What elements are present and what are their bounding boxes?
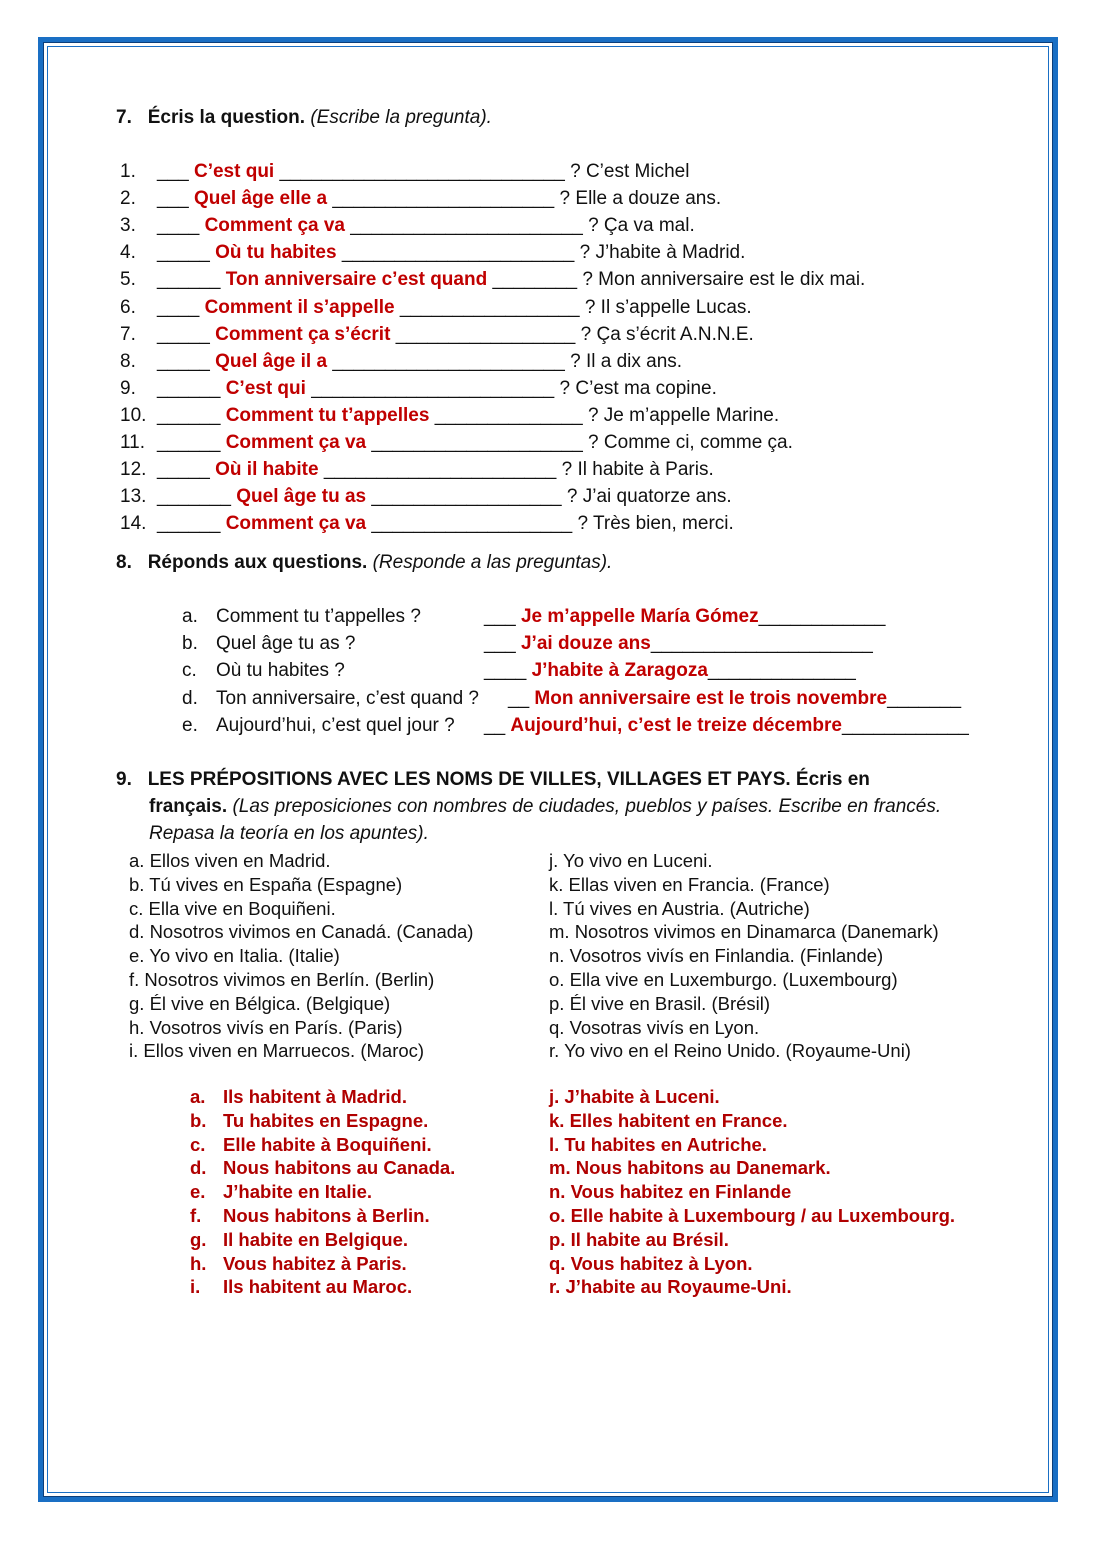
answer-letter: c.: [182, 660, 197, 682]
pre-blank: ____: [484, 660, 527, 682]
answer-line: [484, 660, 856, 682]
given-reply: Mon anniversaire est le dix mai.: [598, 269, 866, 291]
answer-fr: p. Il habite au Brésil.: [549, 1228, 729, 1250]
row-number: 10.: [120, 404, 147, 426]
pre-blank: _____: [157, 350, 210, 372]
pre-blank: ____: [157, 215, 200, 237]
post-blank: ___________________: [371, 513, 573, 535]
sentence-es: k. Ellas viven en Francia. (France): [549, 873, 830, 895]
sentence-es: j. Yo vivo en Luceni.: [549, 850, 713, 871]
answer-letter: c.: [190, 1133, 206, 1155]
answer-fr: q. Vous habitez à Lyon.: [549, 1252, 753, 1274]
answer-fr: l. Tu habites en Autriche.: [549, 1133, 767, 1155]
pre-blank: ______: [157, 432, 221, 453]
sentence-es: n. Vosotros vivís en Finlandia. (Finlande): [549, 945, 884, 967]
question-answer: Quel âge tu as: [236, 486, 367, 508]
exercise-9-heading-line2: [149, 796, 941, 818]
row-body: [157, 161, 689, 183]
post-blank: ___________________________: [279, 161, 565, 182]
post-blank: ________: [492, 269, 578, 291]
answer-text: Mon anniversaire est le trois novembre: [534, 687, 888, 709]
pre-blank: ______: [157, 404, 221, 426]
row-body: [157, 459, 714, 481]
post-blank: ______________: [434, 404, 583, 426]
pre-blank: ___: [157, 161, 189, 182]
question-mark: ?: [588, 432, 599, 453]
answer-fr: Il habite en Belgique.: [223, 1228, 409, 1250]
sentence-es: p. Él vive en Brasil. (Brésil): [549, 992, 771, 1014]
row-number: 7.: [120, 323, 136, 345]
answer-line: [484, 606, 885, 628]
answer-letter: g.: [190, 1228, 207, 1250]
answer-fr: r. J’habite au Royaume-Uni.: [549, 1276, 792, 1298]
answer-letter: b.: [190, 1109, 207, 1131]
pre-blank: ___: [484, 606, 516, 627]
post-blank: __________________: [371, 486, 562, 508]
given-reply: Comme ci, comme ça.: [603, 432, 793, 453]
answer-fr: Tu habites en Espagne.: [223, 1109, 429, 1131]
answer-fr: Elle habite à Boquiñeni.: [223, 1133, 432, 1155]
given-reply: Il s’appelle Lucas.: [600, 296, 752, 318]
question-answer: Comment il s’appelle: [204, 296, 395, 318]
sentence-es: q. Vosotras vivís en Lyon.: [549, 1016, 760, 1038]
exercise-9-title-2: français.: [149, 796, 228, 817]
question-mark: ?: [559, 188, 571, 210]
answer-letter: b.: [182, 633, 198, 655]
question-mark: ?: [570, 350, 581, 372]
given-reply: J’ai quatorze ans.: [582, 486, 732, 508]
question-mark: ?: [587, 404, 599, 426]
question-text: Aujourd’hui, c’est quel jour ?: [216, 714, 455, 736]
row-body: [157, 351, 682, 373]
post-blank: ____________: [758, 606, 886, 627]
pre-blank: __: [508, 687, 530, 709]
exercise-7-title: Écris la question.: [147, 107, 306, 128]
post-blank: ______________________: [350, 215, 583, 237]
exercise-8-subtitle: (Responde a las preguntas).: [372, 552, 613, 573]
pre-blank: ______: [157, 377, 221, 399]
pre-blank: ______: [157, 269, 221, 291]
answer-letter: a.: [182, 606, 198, 627]
answer-fr: Ils habitent au Maroc.: [223, 1276, 413, 1298]
question-mark: ?: [582, 269, 593, 291]
answer-fr: Nous habitons à Berlin.: [223, 1205, 430, 1226]
answer-text: J’habite à Zaragoza: [531, 660, 708, 682]
answer-letter: h.: [190, 1252, 207, 1274]
exercise-8-title: Réponds aux questions.: [147, 552, 368, 573]
sentence-es: r. Yo vivo en el Reino Unido. (Royaume-Uni): [549, 1040, 911, 1062]
post-blank: _________________: [395, 323, 576, 345]
pre-blank: _____: [157, 459, 210, 481]
post-blank: _________________: [399, 296, 580, 318]
given-reply: Ça s’écrit A.N.N.E.: [596, 323, 754, 345]
row-number: 2.: [120, 188, 136, 210]
post-blank: ____________________: [371, 432, 583, 453]
row-body: [157, 405, 779, 427]
exercise-9-subtitle-2: Repasa la teoría en los apuntes).: [149, 823, 429, 844]
given-reply: C’est ma copine.: [575, 377, 717, 399]
answer-line: [484, 715, 969, 737]
question-text: Comment tu t’appelles ?: [216, 606, 421, 627]
sentence-es: e. Yo vivo en Italia. (Italie): [129, 945, 340, 967]
row-body: [157, 486, 732, 508]
given-reply: Je m’appelle Marine.: [603, 404, 780, 426]
sentence-es: g. Él vive en Bélgica. (Belgique): [129, 992, 391, 1014]
given-reply: Très bien, merci.: [593, 513, 734, 535]
given-reply: J’habite à Madrid.: [595, 242, 746, 264]
exercise-7-subtitle: (Escribe la pregunta).: [310, 107, 492, 128]
exercise-9-title: LES PRÉPOSITIONS AVEC LES NOMS DE VILLES, VILLAGES ET PAYS. Écris en: [147, 769, 870, 790]
exercise-7-heading: [116, 107, 492, 129]
question-text: Quel âge tu as ?: [216, 633, 356, 655]
answer-letter: a.: [190, 1086, 206, 1107]
question-mark: ?: [584, 296, 596, 318]
row-body: [157, 215, 695, 237]
pre-blank: ___: [157, 188, 189, 210]
given-reply: Elle a douze ans.: [575, 188, 722, 210]
row-number: 12.: [120, 459, 147, 481]
answer-fr: Vous habitez à Paris.: [223, 1252, 407, 1274]
post-blank: _____________________: [650, 633, 873, 655]
pre-blank: _____: [157, 242, 210, 264]
sentence-es: h. Vosotros vivís en París. (Paris): [129, 1016, 403, 1038]
exercise-8-heading: [116, 552, 612, 574]
question-mark: ?: [579, 242, 591, 264]
question-answer: Quel âge il a: [215, 350, 328, 372]
post-blank: ______________________: [341, 242, 575, 264]
sentence-es: l. Tú vives en Austria. (Autriche): [549, 897, 810, 919]
row-number: 3.: [120, 215, 136, 237]
sentence-es: f. Nosotros vivimos en Berlín. (Berlin): [129, 969, 435, 990]
answer-fr: m. Nous habitons au Danemark.: [549, 1157, 831, 1179]
question-mark: ?: [561, 459, 573, 481]
question-answer: Comment ça s’écrit: [215, 323, 391, 345]
pre-blank: ______: [157, 513, 221, 535]
question-answer: C’est qui: [225, 377, 306, 399]
answer-fr: j. J’habite à Luceni.: [549, 1086, 720, 1107]
row-number: 1.: [120, 161, 136, 182]
question-answer: Comment ça va: [225, 432, 367, 453]
answer-fr: Ils habitent à Madrid.: [223, 1086, 407, 1107]
post-blank: _____________________: [332, 188, 555, 210]
post-blank: _______: [887, 687, 962, 709]
row-number: 8.: [120, 350, 136, 372]
row-body: [157, 513, 734, 535]
row-body: [157, 242, 745, 264]
answer-text: J’ai douze ans: [520, 633, 651, 655]
answer-letter: i.: [190, 1276, 201, 1298]
row-body: [157, 297, 752, 319]
sentence-es: a. Ellos viven en Madrid.: [129, 850, 331, 871]
row-body: [157, 188, 721, 210]
exercise-7-number: 7.: [116, 107, 132, 128]
question-answer: Comment ça va: [225, 513, 367, 535]
question-mark: ?: [588, 215, 599, 237]
question-text: Où tu habites ?: [216, 660, 345, 682]
row-body: [157, 432, 793, 454]
row-number: 14.: [120, 513, 147, 535]
exercise-8-number: 8.: [116, 552, 132, 573]
question-answer: Comment tu t’appelles: [225, 404, 430, 426]
sentence-es: b. Tú vives en España (Espagne): [129, 873, 403, 895]
answer-letter: d.: [190, 1157, 207, 1179]
given-reply: C’est Michel: [585, 161, 690, 182]
given-reply: Il a dix ans.: [585, 350, 683, 372]
exercise-9-number: 9.: [116, 769, 132, 790]
given-reply: Ça va mal.: [603, 215, 695, 237]
question-answer: Où tu habites: [215, 242, 337, 264]
question-answer: Comment ça va: [204, 215, 346, 237]
exercise-9-subtitle-1: (Las preposiciones con nombres de ciudades, pueblos y países. Escribe en francés.: [232, 796, 942, 817]
row-number: 4.: [120, 242, 136, 264]
question-mark: ?: [559, 377, 571, 399]
question-answer: Où il habite: [215, 459, 319, 481]
pre-blank: ___: [484, 633, 516, 655]
answer-fr: o. Elle habite à Luxembourg / au Luxembourg.: [549, 1205, 956, 1226]
given-reply: Il habite à Paris.: [577, 459, 714, 481]
answer-fr: k. Elles habitent en France.: [549, 1109, 788, 1131]
answer-letter: e.: [190, 1181, 206, 1203]
row-number: 11.: [120, 432, 146, 453]
answer-line: [508, 688, 961, 710]
answer-text: Aujourd’hui, c’est le treize décembre: [510, 714, 842, 736]
post-blank: ______________________: [332, 350, 565, 372]
pre-blank: _____: [157, 323, 210, 345]
sentence-es: c. Ella vive en Boquiñeni.: [129, 897, 336, 919]
pre-blank: __: [484, 714, 506, 736]
sentence-es: d. Nosotros vivimos en Canadá. (Canada): [129, 921, 474, 943]
row-body: [157, 378, 717, 400]
question-answer: Quel âge elle a: [193, 188, 328, 210]
post-blank: ______________: [707, 660, 856, 682]
row-number: 9.: [120, 377, 136, 399]
question-mark: ?: [577, 513, 589, 535]
answer-fr: n. Vous habitez en Finlande: [549, 1181, 792, 1203]
answer-fr: Nous habitons au Canada.: [223, 1157, 456, 1179]
answer-letter: d.: [182, 687, 198, 709]
post-blank: ____________: [841, 714, 969, 736]
answer-line: [484, 633, 873, 655]
answer-letter: f.: [190, 1205, 202, 1226]
sentence-es: m. Nosotros vivimos en Dinamarca (Danemark): [549, 921, 939, 943]
row-number: 6.: [120, 296, 136, 318]
answer-letter: e.: [182, 714, 198, 736]
question-text: Ton anniversaire, c’est quand ?: [216, 687, 479, 709]
row-body: [157, 324, 754, 346]
question-mark: ?: [580, 323, 592, 345]
question-answer: Ton anniversaire c’est quand: [225, 269, 488, 291]
sentence-es: o. Ella vive en Luxemburgo. (Luxembourg): [549, 969, 898, 990]
row-body: [157, 269, 865, 291]
row-number: 5.: [120, 269, 136, 291]
answer-text: Je m’appelle María Gómez: [520, 606, 759, 627]
post-blank: ______________________: [323, 459, 557, 481]
post-blank: _______________________: [311, 377, 555, 399]
pre-blank: _______: [157, 486, 231, 508]
row-number: 13.: [120, 486, 147, 508]
exercise-9-heading-line3: [149, 823, 429, 845]
question-answer: C’est qui: [193, 161, 275, 182]
sentence-es: i. Ellos viven en Marruecos. (Maroc): [129, 1040, 425, 1062]
pre-blank: ____: [157, 296, 200, 318]
question-mark: ?: [566, 486, 578, 508]
question-mark: ?: [570, 161, 581, 182]
exercise-9-heading: [116, 769, 870, 791]
answer-fr: J’habite en Italie.: [223, 1181, 373, 1203]
